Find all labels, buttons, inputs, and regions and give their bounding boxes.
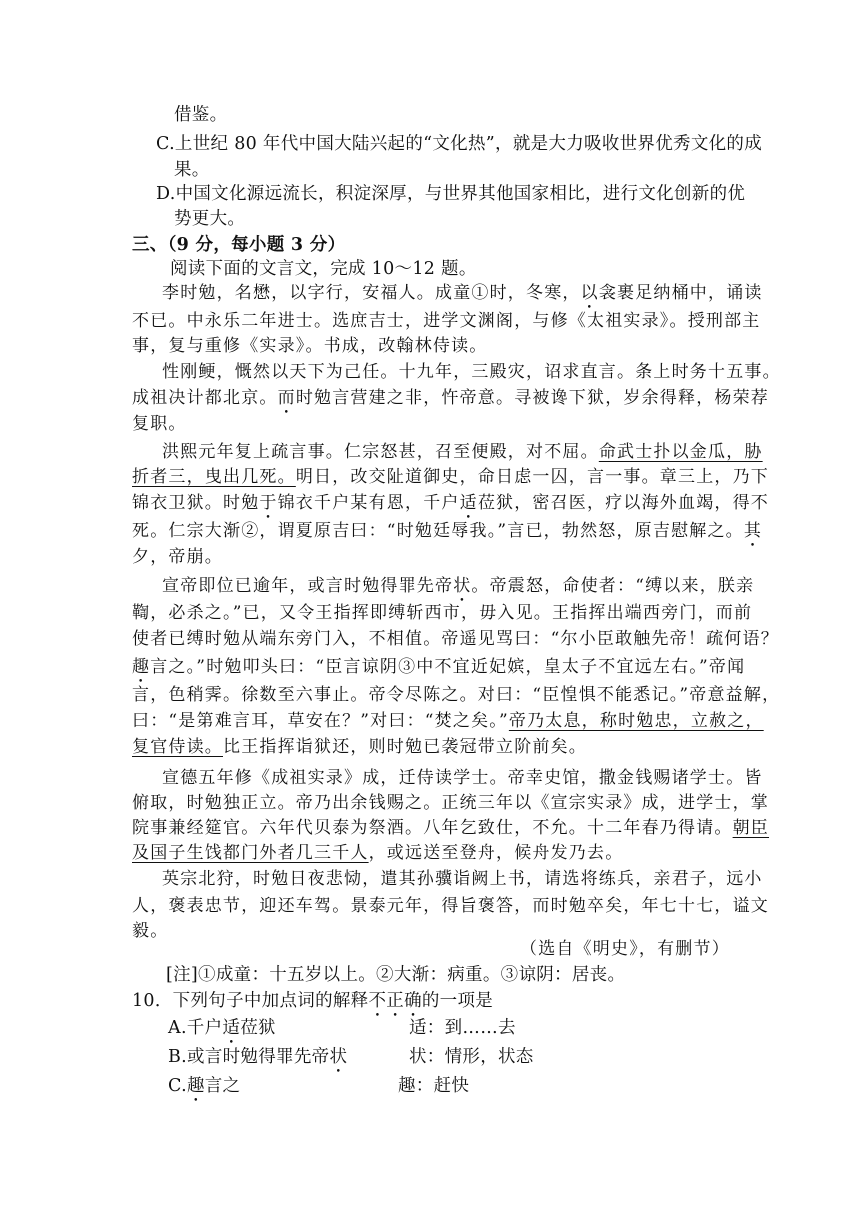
dotted-word: 趣 (186, 1076, 205, 1096)
passage-p3-l1 (162, 439, 763, 465)
passage-p6-l3: 毅。 (132, 921, 169, 941)
underlined-sentence: 及国子生饯都门外者几三千人 (132, 843, 369, 863)
option-c (168, 1073, 240, 1106)
passage-p4-l2: 鞫，必杀之。”已，又令王指挥即缚斩西市，毋入见。王指挥出端西旁门，而前 (132, 603, 753, 623)
text: 的一项是 (421, 991, 494, 1011)
underlined-sentence: 折者三，曳出几死。 (132, 467, 296, 487)
underlined-sentence: 帝乃太息，称时勉忠，立赦之， (508, 711, 764, 731)
text: 言之。”时勉叩头曰：“臣言谅阴③中不宜近妃嫔，皇太子不宜远左右。”帝闻 (150, 657, 746, 677)
underlined-sentence: 命武士扑以金瓜，胁 (598, 442, 763, 462)
text: 言之 (204, 1076, 241, 1096)
text: 李时勉，名懋，以字行，安福人。成童①时，冬寒， (162, 283, 581, 303)
dotted-word: 适 (222, 1018, 241, 1038)
passage-p5-l1: 宣德五年修《成祖实录》成，迁侍读学士。帝幸史馆，撒金钱赐诸学士。皆 (162, 768, 763, 788)
option-b-gloss: 状：情形，状态 (409, 1047, 534, 1067)
option-a-gloss: 适：到……去 (409, 1018, 516, 1038)
option-d-line1: D.中国文化源远流长，积淀深厚，与世界其他国家相比，进行文化创新的优 (156, 184, 746, 204)
dotted-word: 状 (329, 1047, 348, 1067)
passage-p2-l1: 性刚鲠，慨然以天下为己任。十九年，三殿灾，诏求直言。条上时务十五事。 (162, 362, 781, 382)
passage-p4-l7 (132, 734, 587, 760)
option-b-tail: 借鉴。 (174, 105, 228, 125)
text: 。帝震怒，命使者：“缚以来，朕亲 (471, 576, 755, 596)
passage-p3-l4 (132, 518, 762, 551)
passage-p4-l5: 言，色稍霁。徐数至六事止。帝令尽陈之。对曰：“臣惶惧不能悉记。”帝意益解， (132, 685, 781, 705)
text: 时勉言营建之非，忤帝意。寻被谗下狱，岁余得释，杨荣荐 (295, 388, 770, 408)
option-c-line2: 果。 (174, 160, 210, 180)
text: 10．下列句子中加点词的解释 (132, 991, 369, 1011)
passage-p3-l2 (132, 464, 769, 490)
passage-p1-l2: 不已。中永乐二年进士。选庶吉士，进学文渊阁，与修《太祖实录》。授刑部主 (132, 311, 761, 331)
passage-p5-l3 (132, 815, 769, 841)
dotted-word: 于 (259, 493, 278, 513)
text: 洪熙元年复上疏言事。仁宗怒甚，召至便殿，对不屈。 (162, 442, 599, 462)
passage-p4-l6 (132, 708, 764, 734)
text: 衾裹足纳桶中，诵读 (598, 283, 763, 303)
annotation-note: [注]①成童：十五岁以上。②大渐：病重。③谅阴：居丧。 (166, 965, 626, 985)
passage-p2-l3: 复职。 (132, 414, 187, 434)
passage-p6-l1: 英宗北狩，时勉日夜悲恸，遣其孙骥诣阙上书，请选将练兵，亲君子，远小 (162, 869, 763, 889)
source-citation: （选自《明史》，有删节） (520, 939, 730, 959)
dotted-word: 趣 (132, 657, 151, 677)
text: A.千户 (168, 1018, 223, 1038)
text: B.或言时勉得罪先帝 (168, 1047, 330, 1067)
dotted-word: 状 (453, 576, 472, 596)
passage-p3-l5: 夕，帝崩。 (132, 547, 223, 567)
section-header: 三、（9 分，每小题 3 分） (132, 235, 346, 255)
dotted-word: 适 (459, 493, 478, 513)
text: C. (168, 1076, 187, 1096)
text: 锦衣卫狱。时勉 (132, 493, 260, 513)
text: 比王指挥诣狱还，则时勉已袭冠带立阶前矣。 (223, 737, 587, 757)
dotted-word: 以 (580, 283, 599, 303)
instruction: 阅读下面的文言文，完成 10～12 题。 (170, 259, 477, 279)
dotted-word: 而 (277, 388, 296, 408)
emphasis-word: 不正确 (368, 991, 422, 1011)
passage-p5-l2: 俯取，时勉独正立。帝乃出余钱赐之。正统三年以《宣宗实录》成，进学士，掌 (132, 793, 769, 813)
text: 莅狱，密召医，疗以海外血竭，得不 (477, 493, 770, 513)
text: ，或远送至登舟，候舟发乃去。 (368, 843, 624, 863)
underlined-sentence: 朝臣 (732, 818, 770, 838)
option-d-line2: 势更大。 (174, 209, 246, 229)
text: 明日，改交阯道御史，命日虑一囚，言一事。章三上，乃下 (295, 467, 770, 487)
dotted-word: 其 (743, 521, 763, 541)
passage-p5-l4 (132, 840, 623, 866)
text: 莅狱 (240, 1018, 276, 1038)
passage-p2-l2 (132, 385, 769, 418)
text: 锦衣千户某有恩，千户 (277, 493, 460, 513)
option-c-line1: C.上世纪 80 年代中国大陆兴起的“文化热”，就是大力吸收世界优秀文化的成 (156, 134, 763, 154)
text: 成祖决计都北京。 (132, 388, 278, 408)
text: 曰：“是第难言耳，草安在？”对曰：“焚之矣。” (132, 711, 509, 731)
passage-p4-l3: 使者已缚时勉从端东旁门入，不相值。帝遥见骂曰：“尔小臣敢触先帝！疏何语？ (132, 629, 779, 649)
passage-p6-l2: 人，褒表忠节，迎还车驾。景泰元年，得旨褒答，而时勉卒矣，年七十七，谥文 (132, 896, 769, 916)
text: 死。仁宗大渐②，谓夏原吉曰：“时勉廷辱我。”言已，勃然怒，原吉慰解之。 (132, 521, 744, 541)
text: 院事兼经筵官。六年代贝泰为祭酒。八年乞致仕，不允。十二年春乃得请。 (132, 818, 733, 838)
underlined-sentence: 复官侍读。 (132, 737, 223, 757)
text: 宣帝即位已逾年，或言时勉得罪先帝 (162, 576, 454, 596)
option-c-gloss: 趣：赶快 (398, 1076, 470, 1096)
passage-p1-l3: 事，复与重修《实录》。书成，改翰林侍读。 (132, 336, 488, 356)
